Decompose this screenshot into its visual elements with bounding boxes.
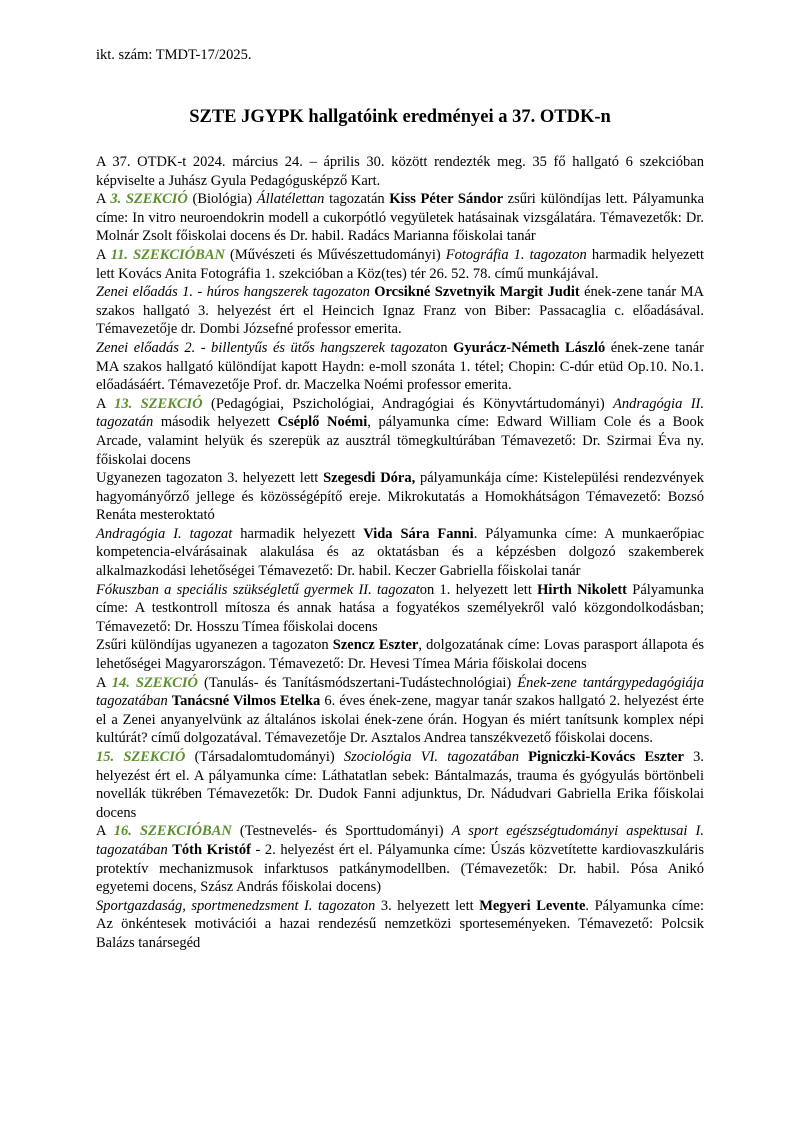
paragraph-section-13 [96, 395, 704, 469]
text: A [96, 823, 114, 840]
track-name: Fókuszban a speciális szükségletű gyermek II. tagozat [96, 581, 420, 598]
paragraph-andragogia-1 [96, 525, 704, 581]
paragraph-section-14 [96, 674, 704, 748]
text: Ugyanezen tagozaton 3. helyezett lett [96, 470, 324, 487]
text: A [96, 191, 111, 208]
text: , dolgozatának címe: Lovas parasport állapota és lehetőségei Magyarországon. Témavezető: Dr. Hevesi Tímea Mária főiskolai docens [96, 637, 704, 673]
text: A [96, 395, 115, 412]
student-name: Gyurácz-Németh László [453, 339, 606, 356]
track-name: Sportgazdaság, sportmenedzsment I. tagozaton [96, 897, 376, 914]
section-label: 13. SZEKCIÓ [114, 395, 203, 412]
paragraph-fokuszban [96, 581, 704, 637]
intro-text: A 37. OTDK-t 2024. március 24. – április 30. között rendezték meg. 35 fő hallgató 6 szekcióban képviselte a Juhász Gyula Pedagógusképző Kart. [96, 154, 704, 189]
student-name: Pigniczki-Kovács Eszter [528, 749, 684, 765]
track-name: Andragógia I. tagozat [96, 525, 233, 542]
text: ének-zene tanár MA szakos hallgató különdíjat kapott Haydn: e-moll szonáta 1. tétel; Chopin: C-dúr etüd Op.10. No.1. előadásáért. Témavezetője Prof. dr. Maczelka Noémi professor emerita. [96, 339, 704, 394]
text: Pályamunka címe: A testkontroll mítosza és annak hatása a fogyatékos személyekről való közgondolkodásban; Témavezető: Dr. Hosszu Tímea főiskolai docens [96, 581, 704, 635]
paragraph-szencz [96, 636, 704, 673]
paragraph-szegesdi [96, 469, 704, 525]
text: (Pedagógiai, Pszichológiai, Andragógiai és Könyvtártudományi) [202, 395, 614, 412]
student-name: Hirth Nikolett [537, 581, 628, 598]
track-name: A sport egészségtudományi aspektusai I. tagozatában [96, 823, 704, 858]
paragraph-section-16 [96, 822, 704, 896]
track-name: Zenei előadás 2. - billentyűs és ütős hangszerek tagozat [96, 339, 434, 356]
text: A [96, 674, 112, 691]
track-name: Andragógia II. tagozatán [96, 395, 705, 431]
paragraph-section-3 [96, 190, 704, 246]
document-body [96, 153, 704, 953]
track-name: Ének-zene tantárgypedagógiája tagozatában [96, 674, 704, 710]
paragraph-section-15 [96, 748, 704, 822]
section-label: 3. SZEKCIÓ [110, 191, 188, 208]
track-name: Fotográfia 1. tagozaton [445, 246, 587, 263]
section-label: 16. SZEKCIÓBAN [113, 823, 232, 840]
page-title: SZTE JGYPK hallgatóink eredményei a 37. OTDK-n [189, 107, 611, 127]
text: harmadik helyezett lett Kovács Anita Fotográfia 1. szekcióban a Köz(tes) tér 26. 52. 78. című munkájával. [96, 246, 704, 282]
track-name: Zenei előadás 1. - húros hangszerek tagozaton [96, 284, 370, 301]
text [519, 749, 528, 765]
text: 3. helyezett lett [375, 897, 480, 914]
text: (Társadalomtudományi) [185, 749, 344, 765]
paragraph-sportgazdasag [96, 897, 704, 953]
text: zsűri különdíjas lett. Pályamunka címe: In vitro neuroendokrin modell a cukorpótló vegyületek hatásainak vizsgálatára. Témavezetők: Dr. Molnár Zsolt főiskolai docens és Dr. habil. Radács Marianna főiskolai tanár [96, 191, 704, 245]
student-name: Vida Sára Fanni [363, 525, 474, 542]
text: on [433, 339, 454, 356]
intro-paragraph [96, 153, 704, 190]
text: A [96, 246, 111, 263]
text: ének-zene tanár MA szakos hallgató 3. helyezést ért el Heincich Ignaz Franz von Biber: Passacaglia c. előadásával. Témavezetője dr. Dombi Józsefné professor emerita. [96, 284, 705, 338]
student-name: Orcsikné Szvetnyik Margit Judit [374, 284, 580, 301]
track-name: Szociológia VI. tagozatában [343, 749, 519, 765]
paragraph-zenei-2 [96, 339, 704, 395]
text: (Biológia) [187, 191, 257, 208]
section-label: 15. SZEKCIÓ [96, 749, 186, 765]
text: (Tanulás- és Tanításmódszertani-Tudástechnológiai) [197, 674, 518, 691]
text: pályamunkája címe: Kistelepülési rendezvények hagyományőrző jellege és közösségépítő ereje. Mikrokutatás a Homokhátságon Témavezető: Bozsó Renáta mesteroktató [96, 470, 704, 524]
text: , pályamunka címe: Edward William Cole és a Book Arcade, valamint helyük és szerepük az ausztrál tömegkultúrában Témavezető: Dr. Szirmai Éva ny. főiskolai docens [96, 414, 704, 468]
student-name: Cséplő Noémi [277, 414, 368, 431]
text: tagozatán [324, 191, 390, 208]
text: (Művészeti és Művészettudományi) [224, 246, 446, 263]
section-label: 14. SZEKCIÓ [111, 674, 198, 691]
text: - 2. helyezést ért el. Pályamunka címe: Úszás közvetítette kardiovaszkuláris protektív mechanizmusok infarktusos patkánymodellben. (Témavezetők: Dr. habil. Pósa Anikó egyetemi docens, Szász András főiskolai docens) [96, 841, 705, 896]
student-name: Szegesdi Dóra, [323, 470, 416, 487]
text: on 1. helyezett lett [419, 581, 538, 598]
student-name: Kiss Péter Sándor [389, 191, 504, 208]
text: harmadik helyezett [232, 525, 364, 542]
text: 3. helyezést ért el. A pályamunka címe: Láthatatlan sebek: Bántalmazás, trauma és gyógyulás börtönbeli novellák tükrében Témavezetők: Dr. Dudok Fanni adjunktus, Dr. Nádudvari Gabriella Erika főiskolai docens [96, 749, 705, 821]
track-name: Állatélettan [256, 191, 325, 208]
student-name: Tanácsné Vilmos Etelka [171, 693, 321, 710]
text: Zsűri különdíjas ugyanezen a tagozaton [96, 637, 333, 654]
reference-number: ikt. szám: TMDT-17/2025. [96, 47, 252, 63]
paragraph-zenei-1 [96, 283, 704, 339]
text: . Pályamunka címe: A munkaerőpiac kompetencia-elvárásainak alakulása és az oktatásban és a képzésben dolgozó szakemberek alkalmazkodási lehetőségei Témavezető: Dr. habil. Keczer Gabriella főiskolai tanár [96, 525, 704, 580]
paragraph-section-11 [96, 246, 704, 283]
text: 6. éves ének-zene, magyar tanár szakos hallgató 2. helyezést érte el a Zenei anyanyelvünk az általános iskolai ének-zene órán. Hogyan és miért tanítsunk komplex népi kultúrát? című dolgozatával. Témavezetője Dr. Asztalos Andrea tanszékvezető főiskolai docens. [96, 693, 704, 747]
text: (Testnevelés- és Sporttudományi) [231, 823, 452, 840]
text: . Pályamunka címe: Az önkéntesek motivációi a hazai rendezésű nemzetközi sporteseményeken. Témavezető: Polcsik Balázs tanársegéd [96, 897, 704, 951]
student-name: Tóth Kristóf [172, 841, 251, 858]
student-name: Szencz Eszter [332, 637, 419, 654]
section-label: 11. SZEKCIÓBAN [110, 246, 225, 263]
student-name: Megyeri Levente [479, 897, 586, 914]
text: második helyezett [153, 414, 278, 431]
